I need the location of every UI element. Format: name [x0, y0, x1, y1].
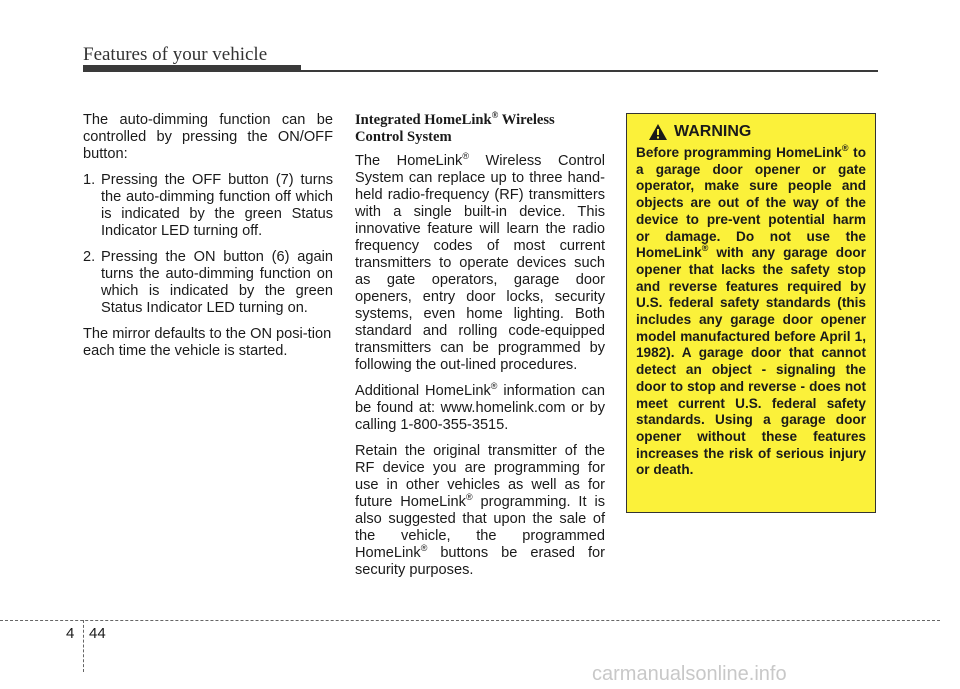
intro-paragraph: The auto-dimming function can be controlled by pressing the ON/OFF button:: [83, 112, 333, 162]
page-number: 44: [89, 625, 106, 642]
page-header-title: Features of your vehicle: [83, 44, 268, 65]
registered-mark: ®: [841, 143, 849, 153]
footer-rule: [0, 620, 940, 621]
list-item: [83, 172, 333, 240]
registered-mark: ®: [490, 381, 498, 391]
registered-mark: ®: [420, 543, 428, 553]
warning-text-part: Before programming HomeLink: [636, 145, 842, 160]
warning-triangle-icon: [648, 123, 668, 141]
registered-mark: ®: [465, 492, 473, 502]
header-rule-thin: [83, 70, 878, 72]
warning-text-part: with any garage door opener that lacks the safety stop and reverse features required by U.S. federal safety standards (this includes any garage door opener model manufactured before April 1, 1982). A garage door that cannot detect an object - signaling the door to stop and reverse - does not meet current U.S. federal safety standards. Using a garage door opener without these features increases the risk of serious injury or death.: [636, 245, 866, 478]
heading-text: Integrated HomeLink: [355, 112, 492, 128]
list-item: [83, 249, 333, 317]
paragraph-text: Additional HomeLink: [355, 383, 491, 399]
section-heading: [355, 112, 605, 146]
watermark: carmanualsonline.info: [592, 663, 787, 685]
left-column: [83, 112, 333, 369]
homelink-intro-paragraph: [355, 153, 605, 374]
paragraph-text: information can be found at: www.homelink.com or by calling 1-800-355-3515.: [355, 383, 605, 433]
paragraph-text: buttons be erased for security purposes.: [355, 545, 605, 578]
steps-list: [83, 172, 333, 317]
paragraph-text: programming. It is also suggested that upon the sale of the vehicle, the programmed HomeLink: [355, 494, 605, 561]
registered-mark: ®: [462, 151, 469, 161]
paragraph-text: Wireless Control System can replace up to three hand-held radio-frequency (RF) transmitters with a single built-in device. This innovative feature will learn the radio frequency codes of most current transmitters to operate devices such as gate operators, garage door openers, entry door locks, security systems, even home lighting. Both standard and rolling code-equipped transmitters can be programmed by following the out-lined procedures.: [355, 153, 605, 373]
footer-divider: [83, 620, 84, 672]
warning-title: WARNING: [674, 123, 752, 140]
step-number: 2.: [83, 249, 96, 265]
heading-text: Wireless Control System: [355, 112, 555, 145]
middle-column: [355, 112, 605, 588]
registered-mark: ®: [701, 243, 709, 254]
homelink-info-paragraph: [355, 383, 605, 434]
outro-paragraph: The mirror defaults to the ON posi-tion each time the vehicle is started.: [83, 326, 332, 359]
paragraph-text: The HomeLink: [355, 153, 463, 169]
warning-text-part: to a garage door opener or gate operator, make sure people and objects are out of the way of the device to pre-vent potential harm or damage. Do not use the HomeLink: [636, 145, 866, 261]
step-text: Pressing the ON button (6) again turns the auto-dimming function on which is indicated by the green Status Indicator LED turning on.: [101, 249, 333, 316]
registered-mark: ®: [491, 110, 499, 120]
chapter-number: 4: [66, 625, 75, 642]
step-text: Pressing the OFF button (7) turns the auto-dimming function off which is indicated by the green Status Indicator LED turning off.: [101, 172, 333, 239]
paragraph-text: Retain the original transmitter of the RF device you are programming for use in other vehicles as well as for future HomeLink: [355, 443, 605, 510]
homelink-retain-paragraph: [355, 443, 605, 579]
warning-header: [636, 123, 866, 141]
warning-text: [636, 145, 866, 479]
step-number: 1.: [83, 172, 96, 188]
warning-box: [626, 113, 876, 513]
